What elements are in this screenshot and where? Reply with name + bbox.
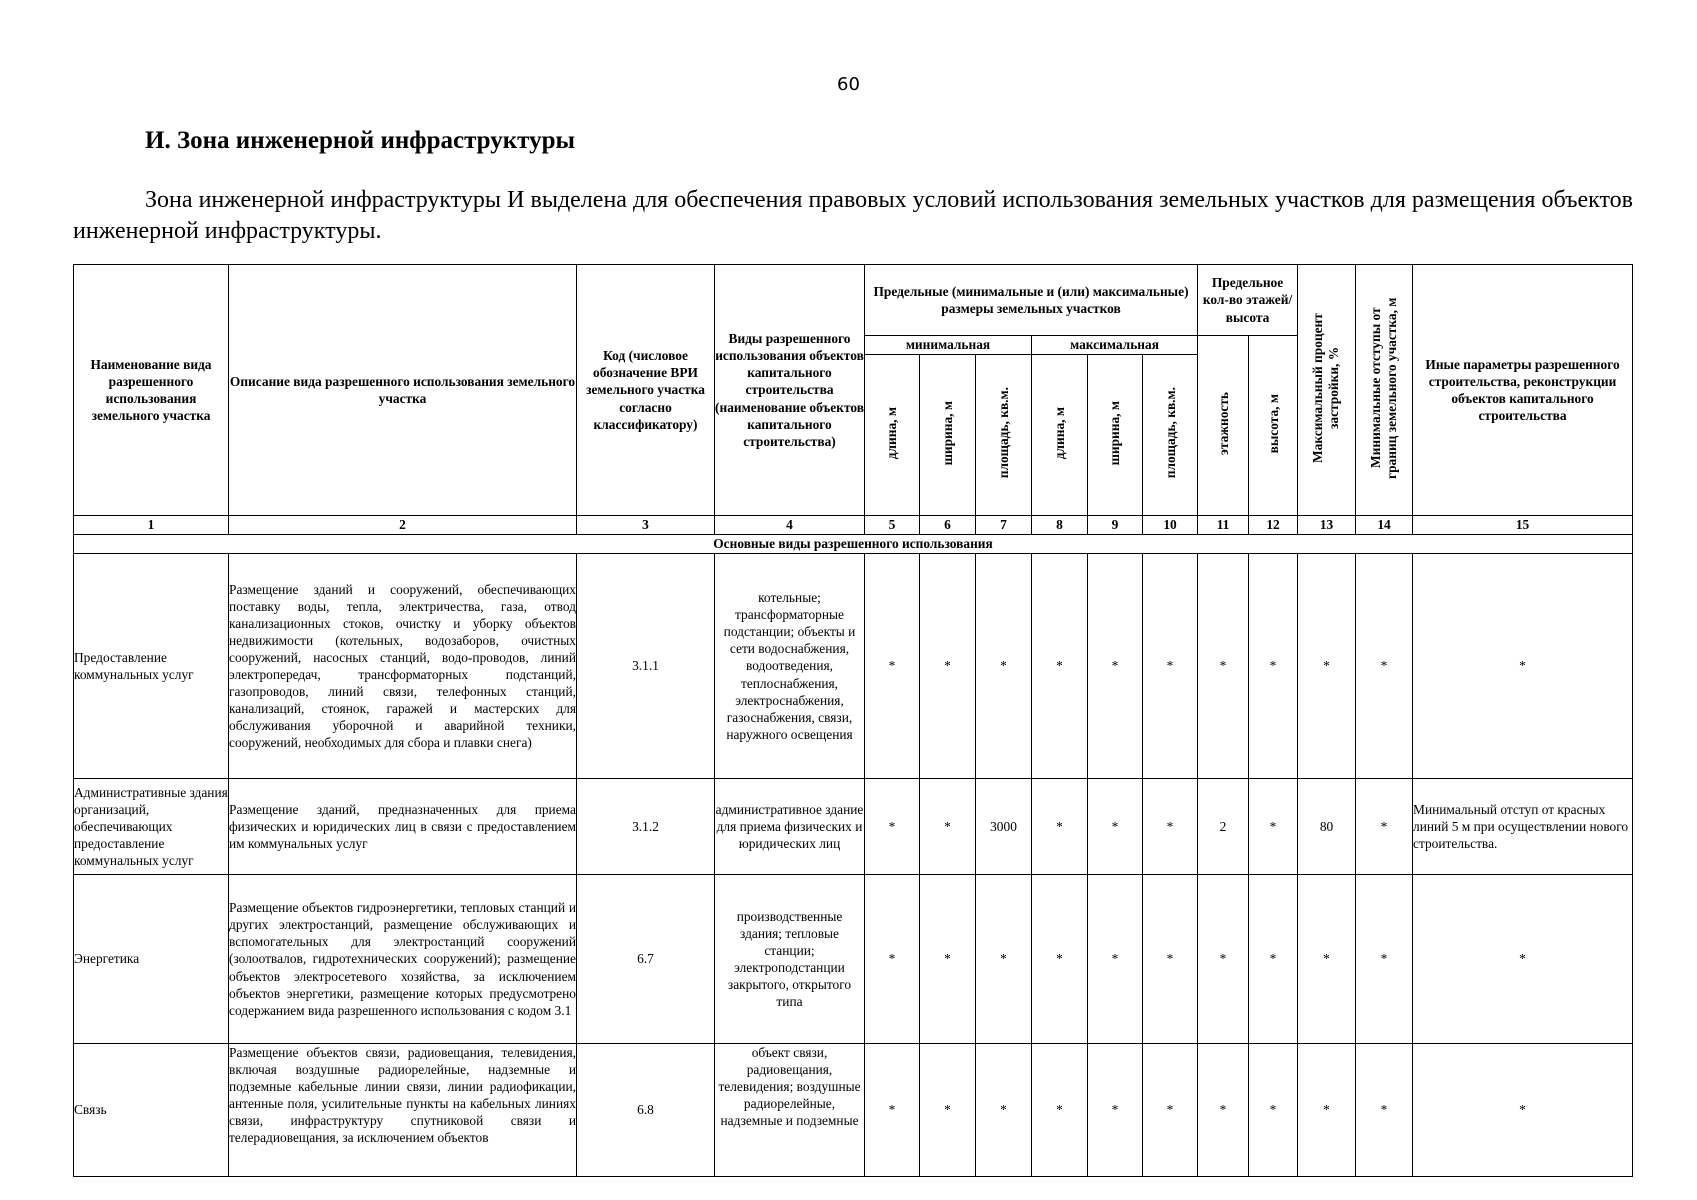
- header-other-params: Иные параметры разрешенного строительства, реконструкции объектов капитального строительства: [1413, 265, 1633, 516]
- row-min-area: *: [976, 1044, 1032, 1177]
- row-description: Размещение зданий, предназначенных для приема физических и юридических лиц в связи с предоставлением им коммунальных услуг: [229, 779, 577, 875]
- row-description: Размещение зданий и сооружений, обеспечивающих поставку воды, тепла, электричества, газа, отвод канализационных стоков, очистку и уборку объектов недвижимости (котельных, водозаборов, очистных сооружений, насосных станций, водо-проводов, линий электропередач, трансформаторных подстанций, газопроводов, линий связи, телефонных станций, канализаций, стоянок, гаражей и мастерских для обслуживания уборочной и аварийной техники, сооружений, необходимых для сбора и плавки снега): [229, 554, 577, 779]
- row-description: Размещение объектов гидроэнергетики, тепловых станций и других электростанций, размещение обслуживающих и вспомогательных для электростанций сооружений (золоотвалов, гидротехнических сооружений); размещение объектов электросетевого хозяйства, за исключением объектов энергетики, размещение которых предусмотрено содержанием вида разрешенного использования с кодом 3.1: [229, 875, 577, 1044]
- row-min-length: *: [865, 554, 920, 779]
- row-max-percent: 80: [1298, 779, 1356, 875]
- row-other-params: *: [1413, 875, 1633, 1044]
- row-floors: *: [1198, 554, 1249, 779]
- row-height: *: [1249, 779, 1298, 875]
- column-number: 11: [1198, 516, 1249, 535]
- section-title: И. Зона инженерной инфраструктуры: [145, 127, 576, 154]
- header-min-setback: Минимальные отступы от границ земельного участка, м: [1356, 265, 1413, 516]
- header-max-length: длина, м: [1032, 355, 1088, 516]
- row-max-width: *: [1088, 1044, 1143, 1177]
- header-floors: этажность: [1198, 336, 1249, 516]
- column-number: 5: [865, 516, 920, 535]
- row-max-width: *: [1088, 554, 1143, 779]
- column-number: 2: [229, 516, 577, 535]
- row-max-area: *: [1143, 875, 1198, 1044]
- row-code: 3.1.2: [577, 779, 715, 875]
- column-number: 3: [577, 516, 715, 535]
- row-objects: административное здание для приема физических и юридических лиц: [715, 779, 865, 875]
- header-min-width: ширина, м: [920, 355, 976, 516]
- header-max-percent: Максимальный процент застройки, %: [1298, 265, 1356, 516]
- row-max-percent: *: [1298, 554, 1356, 779]
- row-name: Связь: [74, 1044, 229, 1177]
- table-row: [74, 1044, 1633, 1177]
- table-row: [74, 875, 1633, 1044]
- row-objects: производственные здания; тепловые станции; электроподстанции закрытого, открытого типа: [715, 875, 865, 1044]
- row-max-area: *: [1143, 554, 1198, 779]
- header-max-width: ширина, м: [1088, 355, 1143, 516]
- row-max-percent: *: [1298, 1044, 1356, 1177]
- header-min: минимальная: [865, 336, 1032, 355]
- row-min-setback: *: [1356, 1044, 1413, 1177]
- row-min-width: *: [920, 779, 976, 875]
- row-min-setback: *: [1356, 779, 1413, 875]
- row-code: 6.7: [577, 875, 715, 1044]
- column-number: 6: [920, 516, 976, 535]
- table-row: [74, 779, 1633, 875]
- zone-parameters-table: [73, 264, 1633, 1177]
- row-min-length: *: [865, 1044, 920, 1177]
- column-number: 1: [74, 516, 229, 535]
- row-min-width: *: [920, 554, 976, 779]
- column-number: 15: [1413, 516, 1633, 535]
- row-min-length: *: [865, 875, 920, 1044]
- row-max-area: *: [1143, 779, 1198, 875]
- column-number: 7: [976, 516, 1032, 535]
- row-height: *: [1249, 554, 1298, 779]
- page-number: 60: [837, 74, 860, 95]
- column-number: 14: [1356, 516, 1413, 535]
- row-name: Энергетика: [74, 875, 229, 1044]
- row-other-params: *: [1413, 1044, 1633, 1177]
- header-size-limits: Предельные (минимальные и (или) максимальные) размеры земельных участков: [865, 265, 1198, 336]
- header-objects: Виды разрешенного использования объектов капитального строительства (наименование объектов капитального строительства): [715, 265, 865, 516]
- row-code: 3.1.1: [577, 554, 715, 779]
- row-height: *: [1249, 875, 1298, 1044]
- header-height: высота, м: [1249, 336, 1298, 516]
- table-row: [74, 554, 1633, 779]
- row-min-setback: *: [1356, 875, 1413, 1044]
- column-number: 13: [1298, 516, 1356, 535]
- row-min-length: *: [865, 779, 920, 875]
- row-name: Предоставление коммунальных услуг: [74, 554, 229, 779]
- row-max-width: *: [1088, 779, 1143, 875]
- row-other-params: Минимальный отступ от красных линий 5 м при осуществлении нового строительства.: [1413, 779, 1633, 875]
- row-max-area: *: [1143, 1044, 1198, 1177]
- row-description: Размещение объектов связи, радиовещания, телевидения, включая воздушные радиорелейные, надземные и подземные кабельные линии связи, линии радиофикации, антенные поля, усилительные пункты на кабельных линиях связи, инфраструктуру спутниковой связи и телерадиовещания, за исключением объектов: [229, 1044, 577, 1177]
- column-number: 8: [1032, 516, 1088, 535]
- row-min-setback: *: [1356, 554, 1413, 779]
- row-floors: *: [1198, 1044, 1249, 1177]
- row-objects: объект связи, радиовещания, телевидения; воздушные радиорелейные, надземные и подземные: [715, 1044, 865, 1177]
- row-min-area: *: [976, 554, 1032, 779]
- header-min-length: длина, м: [865, 355, 920, 516]
- header-code: Код (числовое обозначение ВРИ земельного участка согласно классификатору): [577, 265, 715, 516]
- row-code: 6.8: [577, 1044, 715, 1177]
- row-min-width: *: [920, 875, 976, 1044]
- row-max-length: *: [1032, 1044, 1088, 1177]
- group-label: Основные виды разрешенного использования: [74, 535, 1633, 554]
- header-floors-group: Предельное кол-во этажей/ высота: [1198, 265, 1298, 336]
- row-max-length: *: [1032, 875, 1088, 1044]
- header-max-area: площадь, кв.м.: [1143, 355, 1198, 516]
- header-description: Описание вида разрешенного использования земельного участка: [229, 265, 577, 516]
- row-name: Административные здания организаций, обеспечивающих предоставление коммунальных услуг: [74, 779, 229, 875]
- row-max-length: *: [1032, 554, 1088, 779]
- row-min-width: *: [920, 1044, 976, 1177]
- row-other-params: *: [1413, 554, 1633, 779]
- row-floors: *: [1198, 875, 1249, 1044]
- row-max-length: *: [1032, 779, 1088, 875]
- row-objects: котельные; трансформаторные подстанции; объекты и сети водоснабжения, водоотведения, теплоснабжения, электроснабжения, газоснабжения, связи, наружного освещения: [715, 554, 865, 779]
- row-height: *: [1249, 1044, 1298, 1177]
- intro-paragraph: Зона инженерной инфраструктуры И выделена для обеспечения правовых условий использования земельных участков для размещения объектов инженерной инфраструктуры.: [73, 187, 1633, 244]
- header-min-area: площадь, кв.м.: [976, 355, 1032, 516]
- row-floors: 2: [1198, 779, 1249, 875]
- row-min-area: 3000: [976, 779, 1032, 875]
- column-number: 9: [1088, 516, 1143, 535]
- header-name: Наименование вида разрешенного использования земельного участка: [74, 265, 229, 516]
- row-max-width: *: [1088, 875, 1143, 1044]
- column-number: 12: [1249, 516, 1298, 535]
- header-max: максимальная: [1032, 336, 1198, 355]
- row-min-area: *: [976, 875, 1032, 1044]
- column-number: 10: [1143, 516, 1198, 535]
- column-number: 4: [715, 516, 865, 535]
- row-max-percent: *: [1298, 875, 1356, 1044]
